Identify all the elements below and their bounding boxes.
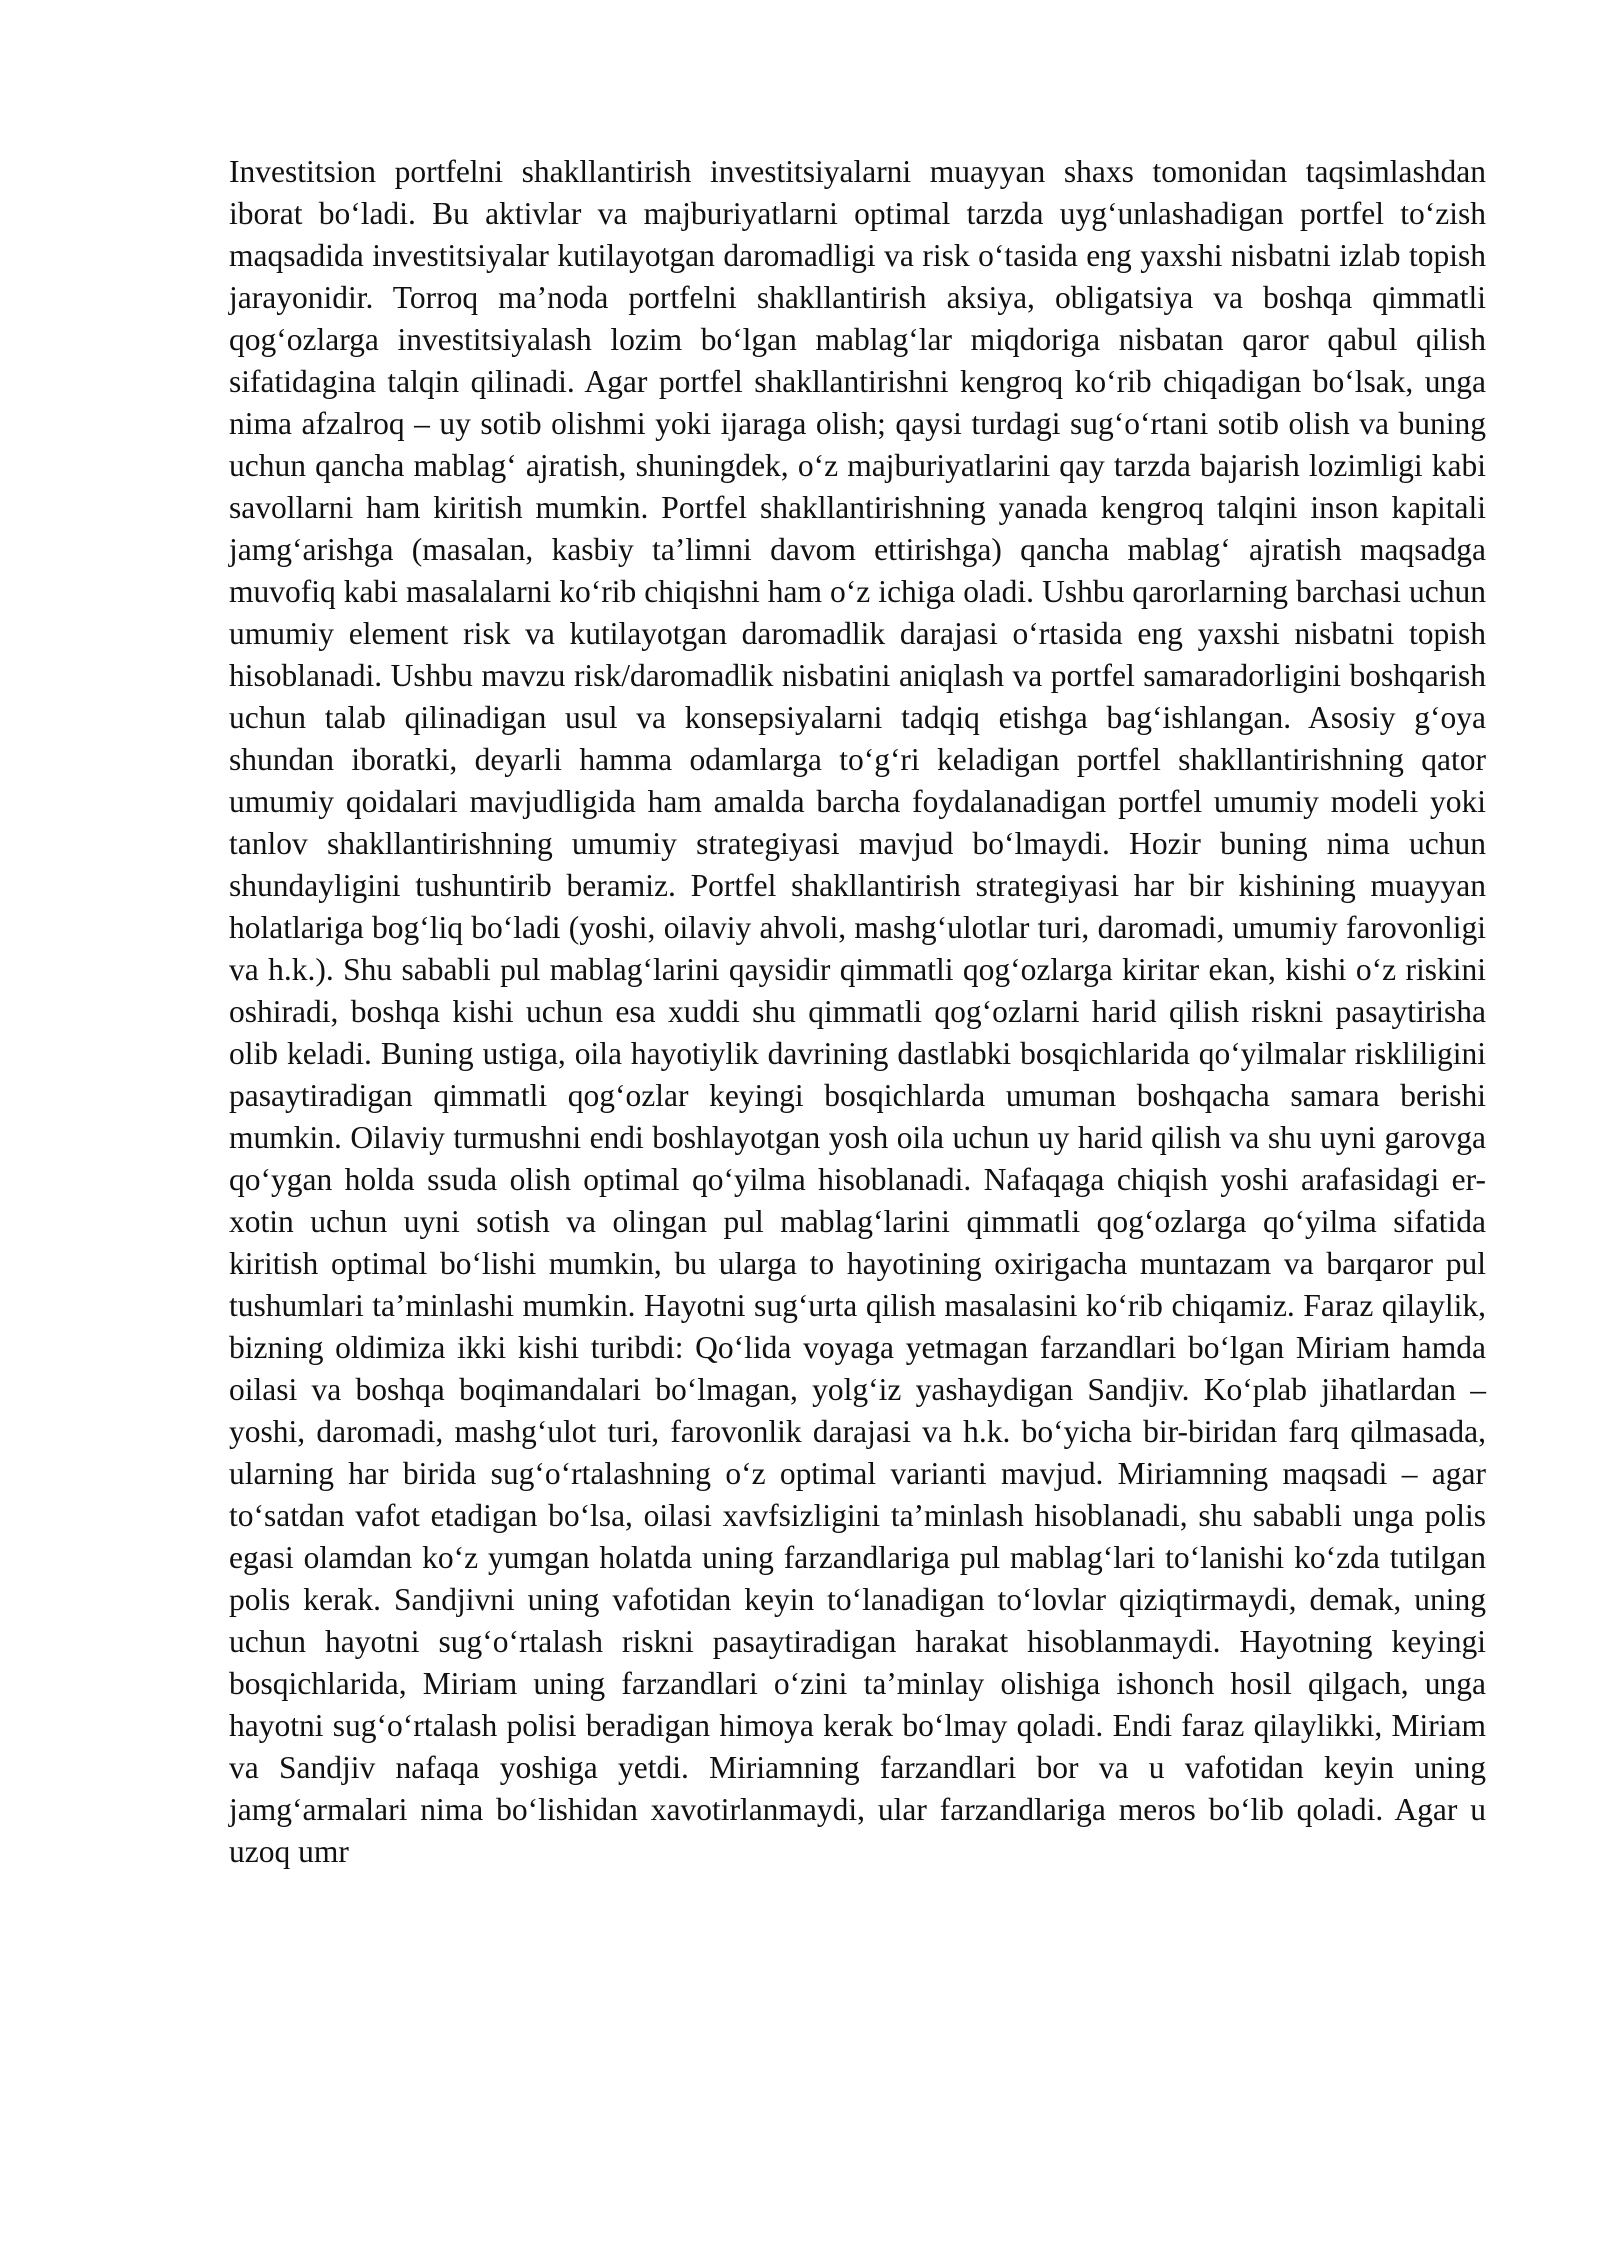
body-paragraph: Investitsion portfelni shakllantirish investitsiyalarni muayyan shaxs tomonidan taqsimlashdan iborat bo‘ladi. Bu aktivlar va majburiyatlarni optimal tarzda uyg‘unlashadigan portfel to‘zish maqsadida investitsiyalar kutilayotgan daromadligi va risk o‘tasida eng yaxshi nisbatni izlab topish jarayonidir. Torroq ma’noda portfelni shakllantirish aksiya, obligatsiya va boshqa qimmatli qog‘ozlarga investitsiyalash lozim bo‘lgan mablag‘lar miqdoriga nisbatan qaror qabul qilish sifatidagina talqin qilinadi. Agar portfel shakllantirishni kengroq ko‘rib chiqadigan bo‘lsak, unga nima afzalroq – uy sotib olishmi yoki ijaraga olish; qaysi turdagi sug‘o‘rtani sotib olish va buning uchun qancha mablag‘ ajratish, shuningdek, o‘z majburiyatlarini qay tarzda bajarish lozimligi kabi savollarni ham kiritish mumkin. Portfel shakllantirishning yanada kengroq talqini inson kapitali jamg‘arishga (masalan, kasbiy ta’limni davom ettirishga) qancha mablag‘ ajratish maqsadga muvofiq kabi masalalarni ko‘rib chiqishni ham o‘z ichiga oladi. Ushbu qarorlarning barchasi uchun umumiy element risk va kutilayotgan daromadlik darajasi o‘rtasida eng yaxshi nisbatni topish hisoblanadi. Ushbu mavzu risk/daromadlik nisbatini aniqlash va portfel samaradorligini boshqarish uchun talab qilinadigan usul va konsepsiyalarni tadqiq etishga bag‘ishlangan. Asosiy g‘oya shundan iboratki, deyarli hamma odamlarga to‘g‘ri keladigan portfel shakllantirishning qator umumiy qoidalari mavjudligida ham amalda barcha foydalanadigan portfel umumiy modeli yoki tanlov shakllantirishning umumiy strategiyasi mavjud bo‘lmaydi. Hozir buning nima uchun shundayligini tushuntirib beramiz. Portfel shakllantirish strategiyasi har bir kishining muayyan holatlariga bog‘liq bo‘ladi (yoshi, oilaviy ahvoli, mashg‘ulotlar turi, daromadi, umumiy farovonligi va h.k.). Shu sababli pul mablag‘larini qaysidir qimmatli qog‘ozlarga kiritar ekan, kishi o‘z riskini oshiradi, boshqa kishi uchun esa xuddi shu qimmatli qog‘ozlarni harid qilish riskni pasaytirisha olib keladi. Buning ustiga, oila hayotiylik davrining dastlabki bosqichlarida qo‘yilmalar riskliligini pasaytiradigan qimmatli qog‘ozlar keyingi bosqichlarda umuman boshqacha samara berishi mumkin. Oilaviy turmushni endi boshlayotgan yosh oila uchun uy harid qilish va shu uyni garovga qo‘ygan holda ssuda olish optimal qo‘yilma hisoblanadi. Nafaqaga chiqish yoshi arafasidagi er-xotin uchun uyni sotish va olingan pul mablag‘larini qimmatli qog‘ozlarga qo‘yilma sifatida kiritish optimal bo‘lishi mumkin, bu ularga to hayotining oxirigacha muntazam va barqaror pul tushumlari ta’minlashi mumkin. Hayotni sug‘urta qilish masalasini ko‘rib chiqamiz. Faraz qilaylik, bizning oldimiza ikki kishi turibdi: Qo‘lida voyaga yetmagan farzandlari bo‘lgan Miriam hamda oilasi va boshqa boqimandalari bo‘lmagan, yolg‘iz yashaydigan Sandjiv. Ko‘plab jihatlardan – yoshi, daromadi, mashg‘ulot turi, farovonlik darajasi va h.k. bo‘yicha bir-biridan farq qilmasada, ularning har birida sug‘o‘rtalashning o‘z optimal varianti mavjud. Miriamning maqsadi – agar to‘satdan vafot etadigan bo‘lsa, oilasi xavfsizligini ta’minlash hisoblanadi, shu sababli unga polis egasi olamdan ko‘z yumgan holatda uning farzandlariga pul mablag‘lari to‘lanishi ko‘zda tutilgan polis kerak. Sandjivni uning vafotidan keyin to‘lanadigan to‘lovlar qiziqtirmaydi, demak, uning uchun hayotni sug‘o‘rtalash riskni pasaytiradigan harakat hisoblanmaydi. Hayotning keyingi bosqichlarida, Miriam uning farzandlari o‘zini ta’minlay olishiga ishonch hosil qilgach, unga hayotni sug‘o‘rtalash polisi beradigan himoya kerak bo‘lmay qoladi. Endi faraz qilaylikki, Miriam va Sandjiv nafaqa yoshiga yetdi. Miriamning farzandlari bor va u vafotidan keyin uning jamg‘armalari nima bo‘lishidan xavotirlanmaydi, ular farzandlariga meros bo‘lib qoladi. Agar u uzoq umr [229, 154, 1486, 1869]
